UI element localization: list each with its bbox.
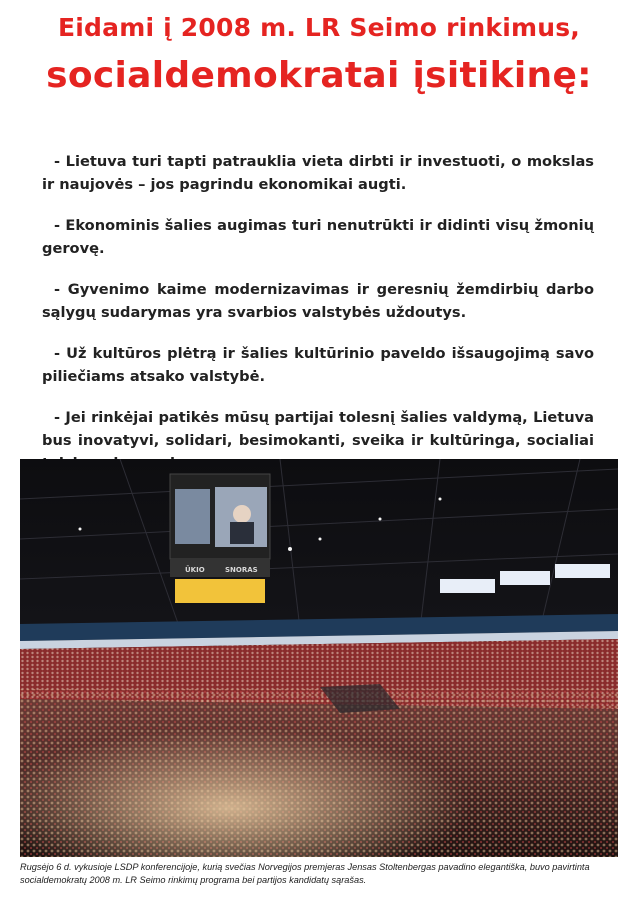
scoreboard (170, 474, 270, 603)
point-1: - Lietuva turi tapti patrauklia vieta dirbti ir investuoti, o mokslas ir naujovės – jos pagrindu ekonomikai augti. (42, 153, 594, 193)
points-list (42, 150, 594, 493)
point-4: - Už kultūros plėtrą ir šalies kultūrinio paveldo išsaugojimą savo piliečiams atsako valstybė. (42, 345, 594, 385)
photo-caption: Rugsėjo 6 d. vykusioje LSDP konferencijoje, kurią svečias Norvegijos premjeras Jensas Stoltenbergas pavadino elegantiška, buvo pavirtinta socialdemokratų 2008 m. LR Seimo rinkimų programa bei partijos kandidatų sąrašas. (20, 862, 590, 885)
headline-line-2: socialdemokratai įsitikinę: (46, 55, 592, 96)
point-3: - Gyvenimo kaime modernizavimas ir geresnių žemdirbių darbo sąlygų sudarymas yra svarbios valstybės uždoutys. (42, 281, 594, 321)
point-5: - Jei rinkėjai patikės mūsų partijai tolesnį šalies valdymą, Lietuva bus inovatyvi, solidari, besimokanti, sveika ir kultūringa, socialiai (42, 409, 594, 449)
headline-line-1: Eidami į 2008 m. LR Seimo rinkimus, (57, 13, 580, 42)
sign-left: ŪKIO (185, 566, 205, 574)
arena-photo (20, 459, 618, 857)
sign-right: SNORAS (225, 566, 258, 574)
point-2: - Ekonominis šalies augimas turi nenutrūkti ir didinti visų žmonių gerovę. (42, 217, 594, 257)
